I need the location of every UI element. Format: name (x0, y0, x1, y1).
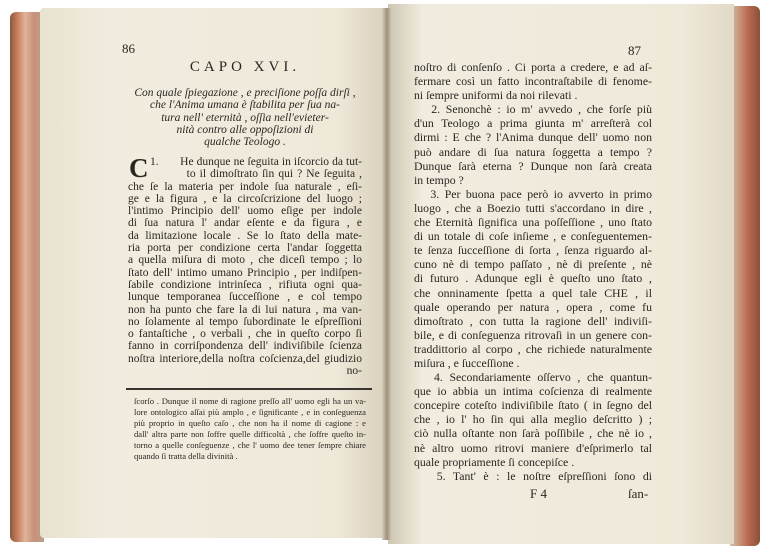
left-page-number: 86 (122, 41, 135, 56)
text-line: quale operando per natura , opera , come fu (414, 299, 652, 314)
text-line: o fantaſtiche , o verbali , che in queſto corpo ſi (128, 328, 362, 341)
text-line: 4. Secondariamente oſſervo , che quantun- (414, 370, 652, 385)
text-line: 2. Senonchè : io m' avvedo , che forſe più (414, 102, 652, 117)
footnote (134, 396, 366, 462)
book-edge-left (10, 12, 44, 542)
text-line: concepire coteſto indiviſibile ſtato ( in ſegno del (414, 398, 652, 413)
text-line: ge e la figura , e la circoſcrizione del luogo ; (128, 192, 362, 205)
text-line: 3. Per buona pace però io avverto in primo (414, 186, 652, 201)
text-line: quando ſi tratta della divinità . (134, 451, 238, 461)
text-line: lunque temporanea ſucceſſione , e col tempo (128, 291, 362, 304)
text-line: dirmi : E che ? l'Anima dunque dell' uomo non (414, 130, 652, 145)
chapter-title: CAPO XVI. (189, 59, 301, 75)
text-line: noſtra interiore,della noſtra coſcienza,del giudizio (128, 352, 362, 365)
footnote-rule (126, 388, 372, 390)
text-line: che ſe la materia per indole ſua naturale , eſi- (128, 180, 362, 193)
right-page-number: 87 (628, 43, 641, 58)
text-line: traddittorio al corpo , che richiede naturalmente (414, 341, 652, 356)
text-line: lore ontologico aſſai più amplo , e ſignificante , e in conſeguenza (134, 407, 366, 417)
text-line: a quella miſura di moto , che diceſi tempo ; lo (128, 254, 362, 267)
text-line: ſcorſo . Dunque il nome di ragione preſſo all' uomo egli ha un va- (134, 396, 366, 406)
text-line: quale propriamente ſi concepiſce . (414, 454, 575, 469)
text-line: dimoſtrato , con tutta la ragione dell' indiviſi- (414, 313, 652, 328)
heading-line: che l'Anima umana è ſtabilita per ſua na- (150, 99, 340, 112)
text-line: no- (346, 365, 362, 378)
text-line: noſtro di conſenſo . Ci porta a credere, e ad aſ- (414, 60, 652, 74)
signature-mark: F 4 (530, 486, 547, 501)
heading-line: nità contro alle oppoſizioni di (176, 123, 314, 136)
text-line: l'intimo Principio dell' uomo eſige per indole (128, 205, 362, 218)
text-line: non ha punto che fare la di lui natura , ma van- (128, 303, 362, 316)
text-line: ria porta per condizione certa l'andar ſoggetta (128, 242, 362, 255)
text-line: di futuro . Adunque egli è queſto uno ſtato , (414, 271, 652, 286)
text-line: cuno nè di tempo paſſato , nè di preſente , nè (414, 257, 652, 272)
right-body-text (414, 60, 652, 483)
text-line: più proprio in queſto caſo , che non ha il nome di cagione : e (134, 418, 366, 428)
chapter-heading (118, 87, 372, 148)
book-edge-right (730, 6, 760, 546)
text-line: fermare così un fatto incontraſtabile di fenome- (414, 74, 652, 89)
text-line: Dunque ſarà eterna ? Dunque non ſarà creata (414, 158, 652, 173)
heading-line: tura nell' eternità , oſſia nell'evieter- (161, 111, 329, 124)
text-line: da limitazione locale . Se lo ſtato della mate- (128, 229, 362, 242)
text-line: no ſolamente al tempo ſubordinate le eſpreſſioni (128, 315, 362, 328)
heading-line: Con quale ſpiegazione , e preciſione poſſa dirſi , (134, 87, 356, 99)
text-line: ſtato dell' intimo umano Principio , per indiſpen- (128, 266, 362, 279)
text-line: to il dimoſtrato ſin qui ? Ne ſeguita , (150, 168, 362, 181)
text-line: fanno in corriſpondenza dell' indiviſibile ſcienza (128, 340, 362, 353)
book-spine (382, 8, 392, 540)
text-line: 5. Tant' è : le noſtre eſpreſſioni ſono di (414, 468, 652, 483)
text-line: dall' altra parte non ſoffre quelle difficoltà , che ſoffre queſto in- (134, 429, 366, 439)
text-line: che onninamente ſpetta a quel tale CHE , il (414, 285, 652, 300)
text-line: che Eternità ſignifica una poſſeſſione , uno ſtato (414, 215, 652, 230)
text-line: che , io l' ho ſin qui alla meglio deſcritto ) ; (414, 412, 652, 427)
text-line: ſabile condizione intrinſeca , rifiuta ogni qua- (128, 278, 362, 291)
text-line: bile, e di conſeguenza ritrovaſi in un genere con- (414, 327, 652, 342)
left-body-text (128, 153, 362, 378)
text-line: 1. He dunque ne ſeguita in iſcorcio da tut- (150, 156, 362, 168)
text-line: in tempo ? (414, 172, 464, 187)
text-line: d'un Teologo a prima giunta m' arreſterà col (414, 116, 652, 131)
text-line: nè altro uomo ritrovi maniere d'eſprimerlo tal (414, 440, 652, 455)
text-line: può andare di ſua natura ſoggetta a tempo ? (414, 144, 652, 159)
text-line: te ſenza ſucceſſione di ſorta , ſenza riguardo al- (414, 243, 652, 258)
text-line: di un totale di coſe inſieme , e conſeguentemen- (414, 229, 652, 244)
heading-line: qualche Teologo . (204, 136, 286, 149)
text-line: ni ſempre uniformi da noi rilevati . (414, 88, 578, 103)
text-line: di ſua natura l' andar eſente e da figura , e (128, 217, 362, 230)
text-line: miſura , e ſucceſſione . (414, 355, 520, 370)
catchword: ſan- (628, 486, 649, 501)
drop-cap: C (129, 153, 149, 183)
text-line: torno a quelle conſeguenze , che l' uomo dee tener ſempre chiare (134, 440, 366, 450)
text-line: ciò nulla oſtante non ſarà poſſibile , che nè io , (414, 426, 652, 441)
text-line: que io abbia un intima coſcienza di realmente (414, 384, 652, 399)
text-line: luogo , che a Boezio tutti s'accordano in dire , (414, 200, 652, 215)
